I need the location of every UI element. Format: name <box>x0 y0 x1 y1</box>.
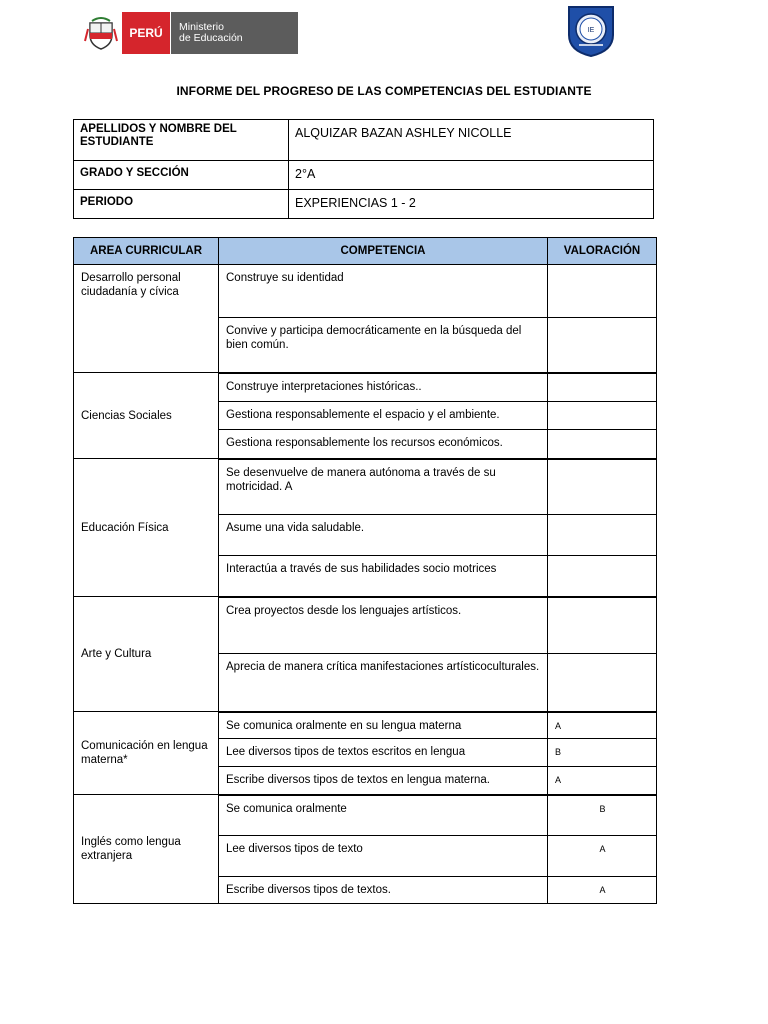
period-value: EXPERIENCIAS 1 - 2 <box>289 190 654 219</box>
grade-section-value: 2°A <box>289 161 654 190</box>
competency-cell: Construye su identidad <box>219 265 548 318</box>
area-cell: Arte y Cultura <box>74 597 219 712</box>
competency-cell: Asume una vida saludable. <box>219 515 548 556</box>
competency-cell: Construye interpretaciones históricas.. <box>219 373 548 402</box>
area-cell: Desarrollo personal ciudadanía y cívica <box>74 265 219 373</box>
grade-section-label: GRADO Y SECCIÓN <box>74 161 289 190</box>
competency-cell: Crea proyectos desde los lenguajes artísticos. <box>219 597 548 654</box>
competencies-table <box>73 237 657 904</box>
grade-cell <box>548 318 657 373</box>
grade-cell: B <box>548 795 657 836</box>
grade-cell: A <box>548 877 657 904</box>
school-crest-icon <box>567 5 615 57</box>
grade-cell <box>548 265 657 318</box>
minedu-logo <box>80 12 298 54</box>
competency-cell: Se comunica oralmente en su lengua materna <box>219 712 548 739</box>
area-cell: Comunicación en lengua materna* <box>74 712 219 795</box>
competency-cell: Se desenvuelve de manera autónoma a través de su motricidad. A <box>219 459 548 515</box>
competency-cell: Gestiona responsablemente los recursos económicos. <box>219 430 548 459</box>
competency-cell: Lee diversos tipos de texto <box>219 836 548 877</box>
peru-label: PERÚ <box>122 12 170 54</box>
grade-cell <box>548 402 657 430</box>
competency-cell: Se comunica oralmente <box>219 795 548 836</box>
area-cell: Ciencias Sociales <box>74 373 219 459</box>
page-title: INFORME DEL PROGRESO DE LAS COMPETENCIAS DEL ESTUDIANTE <box>176 84 592 98</box>
competency-cell: Aprecia de manera crítica manifestaciones artísticoculturales. <box>219 654 548 712</box>
period-label: PERIODO <box>74 190 289 219</box>
grade-cell: A <box>548 836 657 877</box>
competency-cell: Gestiona responsablemente el espacio y el ambiente. <box>219 402 548 430</box>
grade-cell: A <box>548 767 657 795</box>
area-cell: Educación Física <box>74 459 219 597</box>
grade-cell <box>548 515 657 556</box>
student-name-label: APELLIDOS Y NOMBRE DEL ESTUDIANTE <box>74 120 289 161</box>
competency-cell: Lee diversos tipos de textos escritos en lengua <box>219 739 548 767</box>
competency-cell: Convive y participa democráticamente en la búsqueda del bien común. <box>219 318 548 373</box>
grade-cell: A <box>548 712 657 739</box>
header-area: AREA CURRICULAR <box>74 238 219 265</box>
competency-cell: Escribe diversos tipos de textos. <box>219 877 548 904</box>
svg-text:IE: IE <box>587 27 595 34</box>
competency-cell: Interactúa a través de sus habilidades socio motrices <box>219 556 548 597</box>
grade-cell: B <box>548 739 657 767</box>
header-competencia: COMPETENCIA <box>219 238 548 265</box>
peru-shield-icon <box>80 12 122 54</box>
competency-cell: Escribe diversos tipos de textos en lengua materna. <box>219 767 548 795</box>
area-cell: Inglés como lengua extranjera <box>74 795 219 904</box>
ministry-label: Ministerio de Educación <box>170 12 298 54</box>
grade-cell <box>548 373 657 402</box>
grade-cell <box>548 597 657 654</box>
grade-cell <box>548 654 657 712</box>
grade-cell <box>548 556 657 597</box>
header-valoracion: VALORACIÓN <box>548 238 657 265</box>
student-info-table <box>73 119 654 219</box>
student-name-value: ALQUIZAR BAZAN ASHLEY NICOLLE <box>289 120 654 161</box>
grade-cell <box>548 459 657 515</box>
grade-cell <box>548 430 657 459</box>
